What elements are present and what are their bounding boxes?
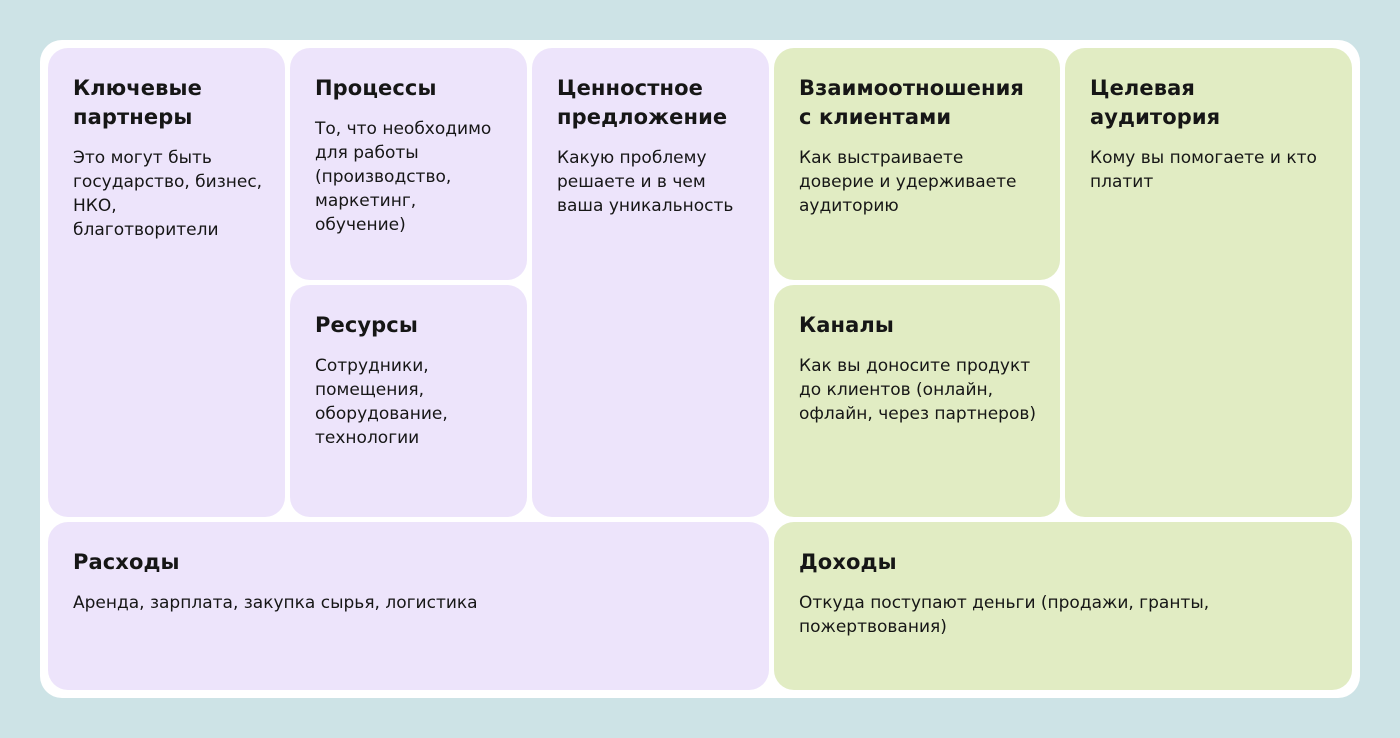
card-target-audience <box>1065 48 1352 517</box>
card-description: Откуда поступают деньги (продажи, гранты, пожертвования) <box>799 593 1210 637</box>
card-title: Доходы <box>799 550 897 574</box>
card-costs <box>48 522 769 690</box>
card-title: Каналы <box>799 313 894 337</box>
card-channels <box>774 285 1060 517</box>
card-title: Ценностное предложение <box>557 76 728 129</box>
card-value-proposition <box>532 48 769 517</box>
card-description: Сотрудники, помещения, оборудование, технологии <box>315 356 448 448</box>
card-description: Аренда, зарплата, закупка сырья, логистика <box>73 593 478 613</box>
card-title: Расходы <box>73 550 180 574</box>
card-title: Ресурсы <box>315 313 418 337</box>
card-description: Как вы доносите продукт до клиентов (онлайн, офлайн, через партнеров) <box>799 356 1037 424</box>
card-description: Как выстраиваете доверие и удерживаете аудиторию <box>799 148 1017 216</box>
card-resources <box>290 285 527 517</box>
card-description: Это могут быть государство, бизнес, НКО, благотворители <box>73 148 263 240</box>
card-title: Ключевые партнеры <box>73 76 202 129</box>
card-title: Целевая аудитория <box>1090 76 1221 129</box>
card-title: Взаимоотношения с клиентами <box>799 76 1024 129</box>
card-customer-relationships <box>774 48 1060 280</box>
card-key-partners <box>48 48 285 517</box>
card-revenue <box>774 522 1352 690</box>
card-title: Процессы <box>315 76 437 100</box>
card-description: Кому вы помогаете и кто платит <box>1090 148 1317 192</box>
card-description: Какую проблему решаете и в чем ваша уникальность <box>557 148 734 216</box>
card-processes <box>290 48 527 280</box>
card-description: То, что необходимо для работы (производство, маркетинг, обучение) <box>315 119 492 235</box>
